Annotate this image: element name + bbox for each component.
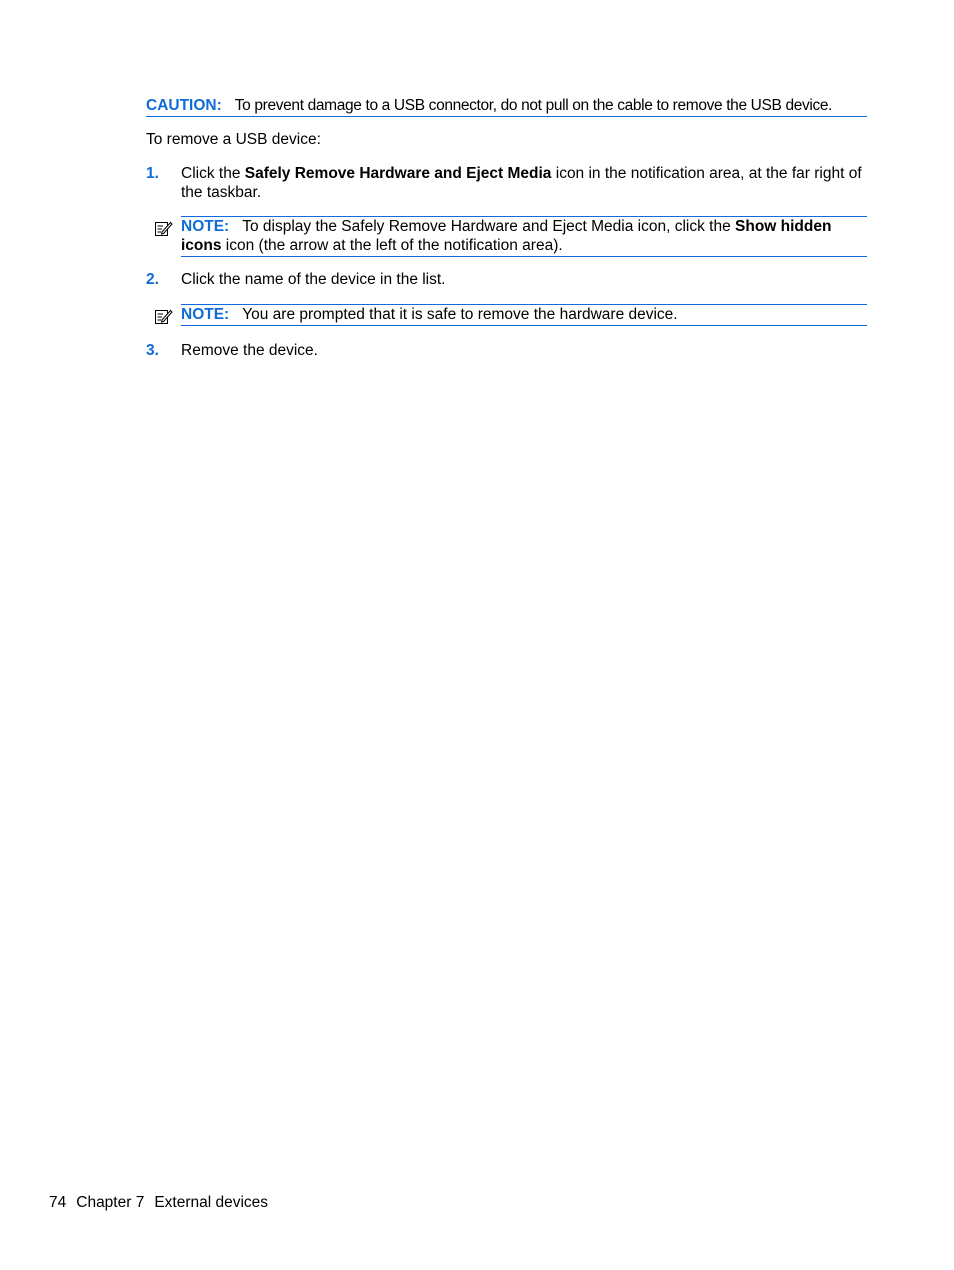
step-number: 1. [146, 165, 159, 182]
step-text: Click the Safely Remove Hardware and Eject Media icon in the notification area, at the far right of the taskbar. [181, 165, 862, 201]
note-2 [181, 304, 867, 326]
caution-box [146, 96, 867, 117]
note-1: NOTE: To display the Safely Remove Hardware and Eject Media icon, click the Show hidden icons icon (the arrow at the left of the notification area). [181, 216, 867, 257]
note-label: NOTE: [181, 306, 230, 323]
page-number: 74 [49, 1194, 67, 1211]
step-number: 2. [146, 271, 159, 288]
step-number: 3. [146, 342, 159, 359]
step-2 [146, 270, 867, 289]
step-text: Remove the device. [181, 342, 318, 359]
note-pencil-icon [155, 220, 173, 236]
step-3 [146, 341, 867, 360]
step-text: Click the name of the device in the list. [181, 271, 446, 288]
step-1 [146, 164, 867, 202]
step-bold-term: Safely Remove Hardware and Eject Media [244, 165, 552, 182]
caution-text: To prevent damage to a USB connector, do not pull on the cable to remove the USB device. [234, 97, 833, 114]
intro-text: To remove a USB device: [146, 131, 321, 148]
chapter-title: External devices [154, 1194, 269, 1211]
chapter-label: Chapter 7 [76, 1194, 145, 1211]
note-label: NOTE: [181, 218, 230, 235]
note-bold-term: Show hidden icons [181, 218, 832, 254]
caution-label: CAUTION: [146, 97, 222, 114]
note-text: You are prompted that it is safe to remove the hardware device. [242, 306, 678, 323]
page-footer [49, 1193, 278, 1212]
note-pencil-icon [155, 308, 173, 324]
